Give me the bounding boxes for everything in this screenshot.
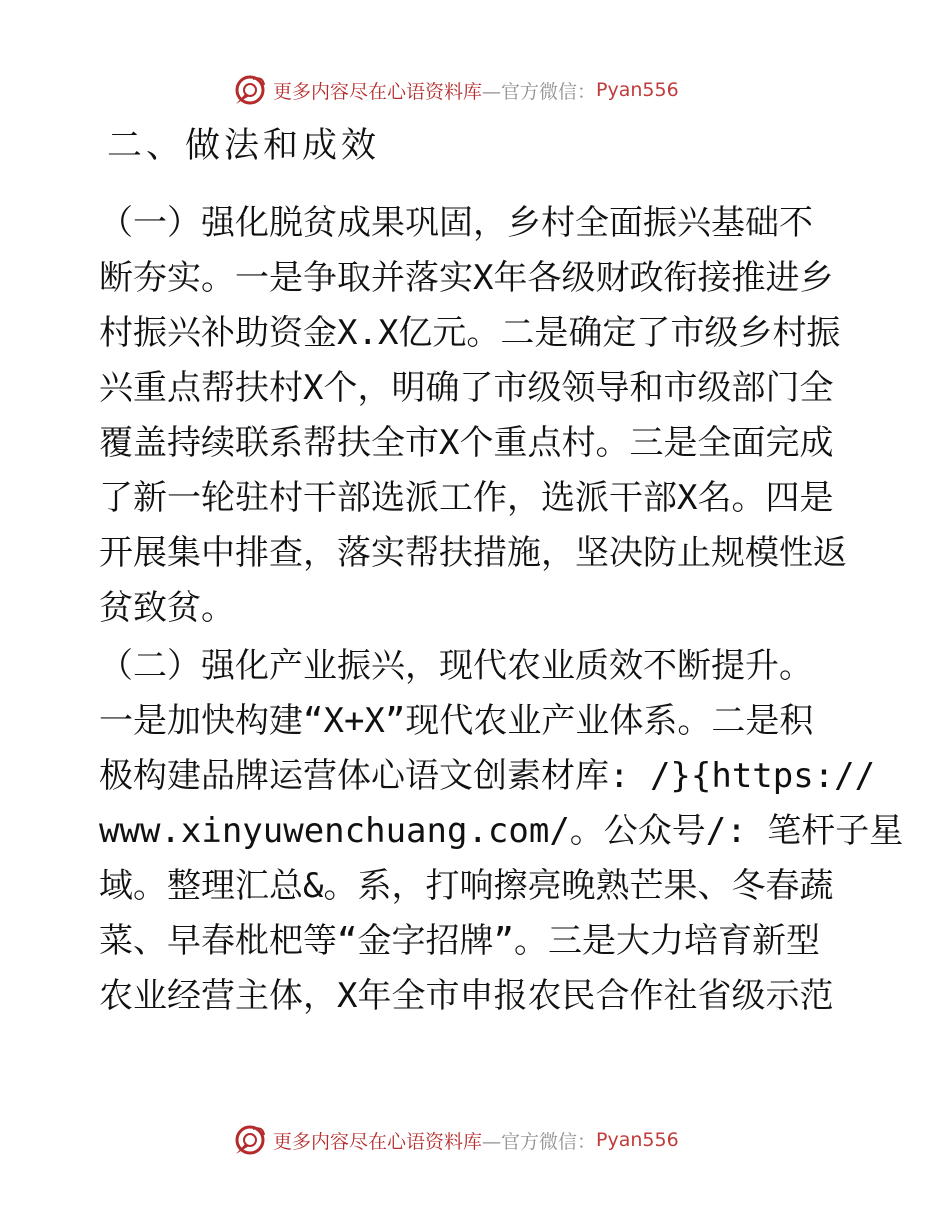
paragraph-line: 域。整理汇总&。系，打响擦亮晚熟芒果、冬春蔬 <box>99 866 834 906</box>
paragraph-line: 菜、早春枇杷等“金字招牌”。三是大力培育新型 <box>99 921 820 961</box>
paragraph-1 <box>99 196 847 636</box>
paragraph-line: 开展集中排查，落实帮扶措施，坚决防止规模性返 <box>99 533 847 573</box>
watermark-separator: —官方微信： <box>482 1130 597 1153</box>
header-watermark <box>233 70 679 110</box>
paragraph-line: 断夯实。一是争取并落实X年各级财政衔接推进乡 <box>99 258 834 298</box>
paragraph-line: 了新一轮驻村干部选派工作，选派干部X名。四是 <box>99 478 834 518</box>
pen-logo-icon <box>233 73 267 107</box>
paragraph-line: 极构建品牌运营体心语文创素材库: /}{https:// <box>99 756 876 796</box>
paragraph-line: 农业经营主体，X年全市申报农民合作社省级示范 <box>99 976 834 1016</box>
paragraph-line: www.xinyuwenchuang.com/。公众号/: 笔杆子星 <box>99 811 904 851</box>
footer-watermark <box>233 1120 679 1160</box>
paragraph-line: （二）强化产业振兴，现代农业质效不断提升。 <box>99 646 813 686</box>
paragraph-line: 覆盖持续联系帮扶全市X个重点村。三是全面完成 <box>99 423 834 463</box>
paragraph-line: 一是加快构建“X+X”现代农业产业体系。二是积 <box>99 701 814 741</box>
paragraph-line: 兴重点帮扶村X个，明确了市级领导和市级部门全 <box>99 368 834 408</box>
paragraph-line: （一）强化脱贫成果巩固，乡村全面振兴基础不 <box>99 203 813 243</box>
watermark-wechat-id: Pyan556 <box>596 1129 679 1151</box>
paragraph-line: 村振兴补助资金X.X亿元。二是确定了市级乡村振 <box>99 313 841 353</box>
paragraph-2 <box>99 639 903 1024</box>
watermark-separator: —官方微信： <box>482 80 597 103</box>
watermark-wechat-id: Pyan556 <box>596 79 679 101</box>
section-heading: 二、做法和成效 <box>107 126 381 166</box>
watermark-text: 更多内容尽在心语资料库 <box>273 80 483 103</box>
paragraph-line: 贫致贫。 <box>99 588 235 628</box>
watermark-text: 更多内容尽在心语资料库 <box>273 1130 483 1153</box>
pen-logo-icon <box>233 1123 267 1157</box>
